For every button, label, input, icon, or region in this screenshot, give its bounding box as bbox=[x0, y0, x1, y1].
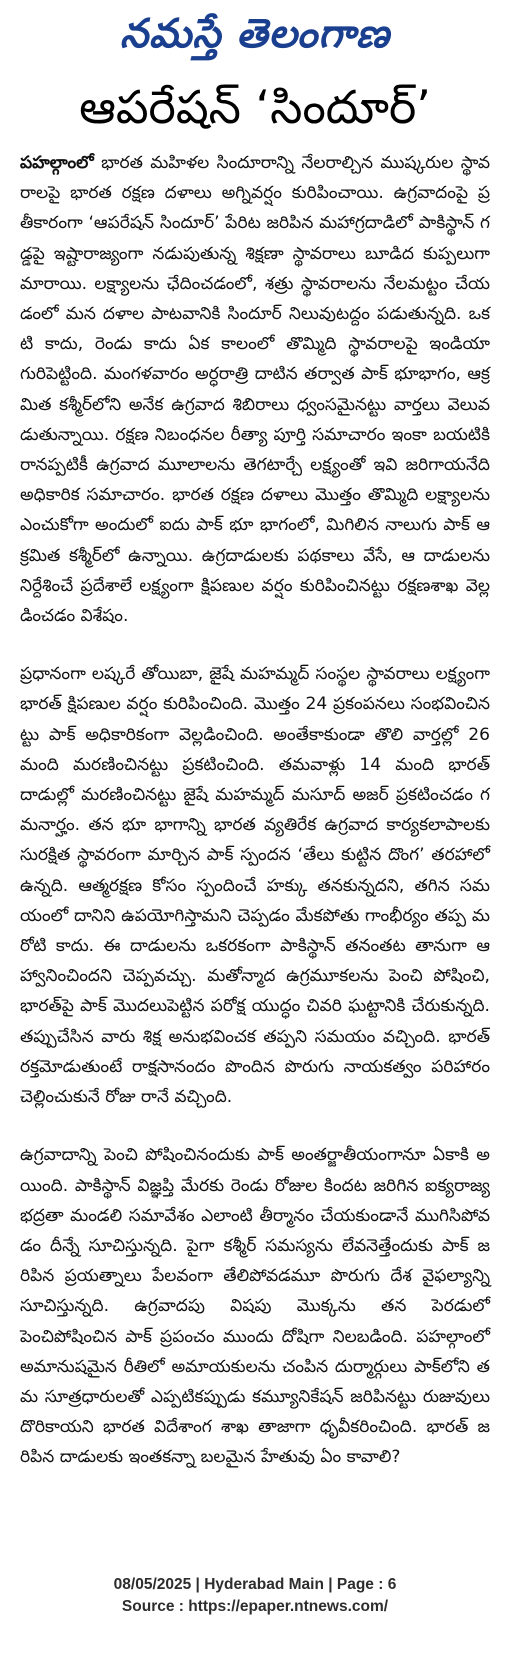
paragraph-text: భారత మహిళల సిందూరాన్ని నేలరాల్చిన ముష్కరుల స్థావరాలపై భారత రక్షణ దళాలు అగ్నివర్షం కురిపించాయి. ఉగ్రవాదంపై ప్రతీకారంగా ‘ఆపరేషన్ సిందూర్’ పేరిట జరిపిన మహాగ్రదాడిలో పాకిస్థాన్ గడ్డపై ఇష్టారాజ్యంగా నడుపుతున్న శిక్షణా స్థావరాలు బూడిద కుప్పలుగా మారాయి. లక్ష్యాలను ఛేదించడంలో, శత్రు స్థావరాలను నేలమట్టం చేయడంలో మన దళాల పాటవానికి సిందూర్ నిలువుటద్దం పడుతున్నది. ఒకటి కాదు, రెండు కాదు ఏక కాలంలో తొమ్మిది స్థావరాలపై ఇండియా గురిపెట్టింది. మంగళవారం అర్ధరాత్రి దాటిన తర్వాత పాక్ భూభాగం, ఆక్రమిత కశ్మీర్‌లోని అనేక ఉగ్రవాద శిబిరాలు ధ్వంసమైనట్టు వార్తలు వెలువడుతున్నాయి. రక్షణ నిబంధనల రీత్యా పూర్తి సమాచారం ఇంకా బయటికి రానప్పటికీ ఉగ్రవాద మూలాలను తెగటార్చే లక్ష్యంతో ఇవి జరిగాయనేది అధికారిక సమాచారం. భారత రక్షణ దళాలు మొత్తం తొమ్మిది లక్ష్యాలను ఎంచుకోగా అందులో ఐదు పాక్ భూ భాగంలో, మిగిలిన నాలుగు పాక్ ఆక్రమిత కశ్మీర్‌లో ఉన్నాయి. ఉగ్రదాడులకు పథకాలు వేసే, ఆ దాడులను నిర్దేశించే ప్రదేశాలే లక్ష్యంగా క్షిపణుల వర్షం కురిపించినట్టు రక్షణశాఖ వెల్లడించడం విశేషం. bbox=[20, 153, 490, 627]
article-paragraph-3 bbox=[20, 1140, 490, 1472]
masthead bbox=[20, 0, 490, 68]
dateline: పహల్గాంలో bbox=[20, 153, 94, 173]
article-body bbox=[20, 148, 490, 1473]
paragraph-text: ఉగ్రవాదాన్ని పెంచి పోషించినందుకు పాక్ అంతర్జాతీయంగానూ ఏకాకి అయింది. పాకిస్థాన్ విజ్ఞప్తి మేరకు రెండు రోజుల కిందట జరిగిన ఐక్యరాజ్య భద్రతా మండలి సమావేశం ఎలాంటి తీర్మానం చేయకుండానే ముగిసిపోవడం దీన్నే సూచిస్తున్నది. పైగా కశ్మీర్ సమస్యను లేవనెత్తేందుకు పాక్ జరిపిన ప్రయత్నాలు పేలవంగా తేలిపోవడమూ పొరుగు దేశ వైఫల్యాన్ని సూచిస్తున్నది. ఉగ్రవాదపు విషపు మొక్కను తన పెరడులో పెంచిపోషించిన పాక్ ప్రపంచం ముందు దోషిగా నిలబడింది. పహల్గాంలో అమానుషమైన రీతిలో అమాయకులను చంపిన దుర్మార్గులు పాక్‌లోని తమ సూత్రధారులతో ఎప్పటికప్పుడు కమ్యూనికేషన్ జరిపినట్టు రుజువులు దొరికాయని భారత విదేశాంగ శాఖ తాజాగా ధృవీకరించింది. భారత్ జరిపిన దాడులకు ఇంతకన్నా బలమైన హేతువు ఏం కావాలి? bbox=[20, 1145, 491, 1468]
footer bbox=[0, 1574, 510, 1618]
newspaper-logo: నమస్తే తెలంగాణ bbox=[119, 11, 391, 57]
article-paragraph-2 bbox=[20, 659, 490, 1112]
headline-text: ఆపరేషన్ ‘సిందూర్’ bbox=[79, 80, 431, 134]
headline bbox=[20, 72, 490, 148]
source-line: Source : https://epaper.ntnews.com/ bbox=[121, 1598, 389, 1615]
paragraph-text: ప్రధానంగా లష్కరే తోయిబా, జైషే మహమ్మద్ సంస్థల స్థావరాలు లక్ష్యంగా భారత్ క్షిపణుల వర్షం కురిపించింది. మొత్తం 24 ప్రకంపనలు సంభవించినట్టు పాక్ అధికారికంగా వెల్లడించింది. అంతేకాకుండా తొలి వార్తల్లో 26 మంది మరణించినట్టు ప్రకటించింది. తమవాళ్లు 14 మంది భారత్ దాడుల్లో మరణించినట్టు జైషే మహమ్మద్ మసూద్ అజర్ ప్రకటించడం గమనార్హం. తన భూ భాగాన్ని భారత వ్యతిరేక ఉగ్రవాద కార్యకలాపాలకు సురక్షిత స్థావరంగా మార్చిన పాక్ స్పందన ‘తేలు కుట్టిన దొంగ’ తరహాలో ఉన్నది. ఆత్మరక్షణ కోసం స్పందించే హక్కు తనకున్నదని, తగిన సమయంలో దానిని ఉపయోగిస్తామని చెప్పడం మేకపోతు గాంభీర్యం తప్ప మరోటి కాదు. ఈ దాడులను ఒకరకంగా పాకిస్థాన్ తనంతట తానుగా ఆహ్వానించిందని చెప్పవచ్చు. మతోన్మాద ఉగ్రమూకలను పెంచి పోషించి, భారత్‌పై పాక్ మొదలుపెట్టిన పరోక్ష యుద్ధం చివరి ఘట్టానికి చేరుకున్నది. తప్పుచేసిన వారు శిక్ష అనుభవించక తప్పని సమయం వచ్చింది. భారత్ రక్తమోడుతుంటే రాక్షసానందం పొందిన పొరుగు నాయకత్వం పరిహారం చెల్లించుకునే రోజు రానే వచ్చింది. bbox=[20, 664, 490, 1108]
article-paragraph-1 bbox=[20, 148, 490, 631]
edition-info: 08/05/2025 | Hyderabad Main | Page : 6 bbox=[113, 1576, 397, 1593]
